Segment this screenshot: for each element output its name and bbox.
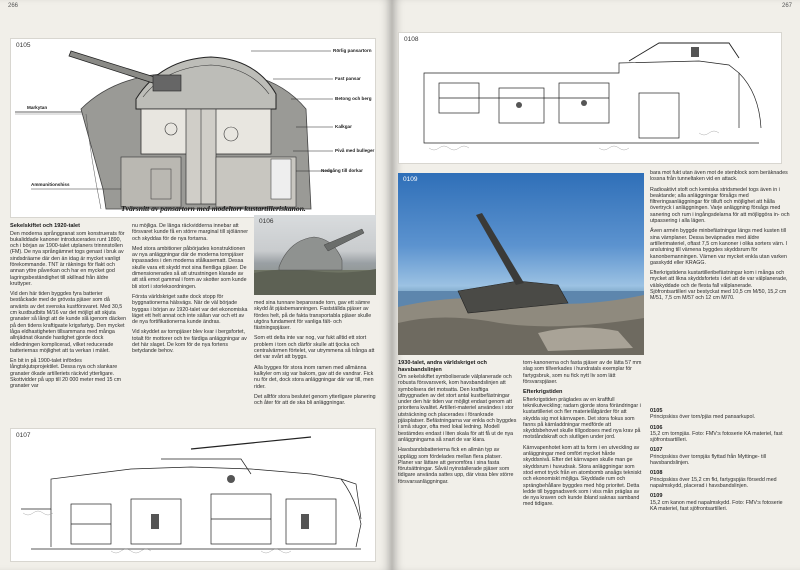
left-label: Markytan: [27, 105, 48, 110]
caption-number: 0109: [650, 493, 663, 500]
caption-item: [650, 493, 790, 512]
callout-label: Kalkgar: [335, 124, 352, 129]
caption-text: 15,2 cm kanon med napalmskydd. Foto: FMV:s fotoserie KA materiel, fast sjöfrontsartilleri.: [650, 499, 783, 512]
section-heading: 1930-talet, andra världskriget och havsbandslinjen: [398, 360, 487, 373]
figure-number: 0105: [16, 42, 31, 49]
callout-label: Fast pansar: [335, 76, 361, 81]
figure-0108: [398, 32, 782, 164]
coastal-gun-photo-illustration: [398, 173, 644, 355]
callout-label: Nedgång till dorkar: [321, 168, 363, 173]
paragraph: bara mot fukt utan även mot de stenblock som beräknades lossna från tunneltaken vid en attack.: [650, 170, 788, 183]
caption-text: Principskiss över tornpjäs flyttad från Myttinge- till havsbandslinjen.: [650, 453, 766, 467]
caption-item: [650, 425, 790, 444]
paragraph: Med stora ambitioner påbörjades konstruktionen av nya anläggningar där de moderna tornpjäser inpassades i den moderna stålkasematt. Dessa skulle vara ett skydd mot sina fientliga pjäser. De dimensionerades så att utrustningen klarade av att stå emot gammal i form av skotter som kunde bli stort i storleksordningen.: [132, 245, 247, 290]
caption-text: Principskiss över torn/pjäs med pansarkupol.: [650, 414, 756, 421]
paragraph: Kärnvapenhotet kom att ta form i en utveckling av anläggningar med omfört mycket hårde skyddsnivå. Efter det kärnvapen skulle man ge skyddsrum i huvudsak. Stora anläggningar som stod emot tryck från en atombomb ansågs tekniskt och ekonomiskt möjliga. Skyddade rum och sprängbehållare byggdes med hög prioritet. Detta ledde till byggnadsverk som i viss mån präglas av de nya kraven och kunde ibland saknas samband med tidigare.: [523, 444, 642, 508]
figure-number: 0108: [404, 36, 419, 43]
paragraph: En bit in på 1900-talet infördes långtskjutsprojektilet. Dessa nya och slankare granater ökade artilleriets räckvid ytterligare. Skottvidder på upp till 20 000 meter med 15 cm granater var: [10, 358, 121, 390]
paragraph: Havsbandsbatterierna fick en allmän typ av upplägg som fördelades mellan flera platser. Planer var lättare att genomföra i sina fasta förutsättningar. Såväl nyinstallerade pjäser som tidigare använda sattes upp, där vissa blev större försvarsanläggningar.: [398, 447, 514, 485]
page-number: 267: [781, 3, 792, 9]
paragraph: Efterkrigstiden präglades av en kraftfull teknikutveckling; radarn gjorde stora förändringar i kustartilleriet och fler materielåtgärder för att skydda sig mot kärnvapen. Det stora fokus som fanns på kärnladdningar medförde att skyddsbehovet skulle tillgodoses med nya krav på motståndskraft och slutligen under jord.: [523, 396, 641, 441]
callout-label: Rörlig pansartorn: [333, 48, 372, 53]
text-column-1: [10, 223, 127, 421]
caption-item: [650, 447, 790, 466]
turret-photo-illustration: [254, 215, 376, 295]
paragraph: Alla bygges för stora inom ramen med allmänna kalkyler om sig var bakom, gav att de vandrar. Fick nu för det, dock stora anläggningar där var till, men rider.: [254, 364, 374, 390]
photo-0106: [254, 215, 376, 295]
paragraph: Även armén byggde minbefästningar längs med kusten till sina värnplaner. Dessa beväpnades med äldre artillerimateriel, oftast 7,5 cm kanoner i olika sorters värn. I anslutning till värnena byggdes skyddsrum för kanonbemanningen. Värnen var mycket enkla utan varken gasskydd eller KRAGG.: [650, 228, 788, 266]
paragraph: Vid den här tiden byggdes fyra batterier beståckade med de grövsta pjäser som då använts av det svenska kustförsvaret. Med 30,5 cm kustbudbits M/16 var det möjligt att skjuta granater så långt att de kunde slå igenom däcken på den tidens kraftigaste krigsfartyg. Den mycket låga eldhastigheten tillsammans med många allnjädnat ökande hastighet gjorde dock eldledningen komplicerad, vilket reducerade batteriernas möjlighet att ta verkan i mälet.: [10, 291, 127, 354]
fortification-plan-drawing: [11, 429, 376, 562]
caption-number: 0108: [650, 470, 663, 477]
text-column-2: [132, 223, 249, 421]
text-column-3: [650, 170, 790, 392]
paragraph: Den moderna språnggranat som konstruerats för bukaliddade kanoner introducerades runt 1890, och i början av 1900-talet utplaners trinnnstollen (FM). De nya språngämnet togs genast i bruk av sindsdräarne där den än idag är mycket vanligt förekommande. TNT är räknings för flakt och annan yttre påverkan och har en mycket god lagringsbeständighet till skillnad från äldre kruttyper.: [10, 230, 125, 287]
caption-text: Principskiss över 15,2 cm fkt, fartygspjäs försedd med napalmskydd, placerad i havsbandslinjen.: [650, 476, 777, 489]
text-column-3: [254, 300, 378, 421]
paragraph: nu möjliga. De långa räckvidderna innebar att försvaret kunde få en större marginal till sjölänner och skyddas för de nya fortarna.: [132, 223, 248, 242]
figure-caption: Tvärsnitt av pansartorn med modeltorr kustartilleriskanon.: [121, 204, 306, 213]
figure-0107: [10, 428, 376, 562]
paragraph: torn-kanonerna och fasta pjäser av de lätta 57 mm slag som tillverkades i hundratals exemplar för fartygsbruk, som nu fick nytt liv som lätt försvarspjäser.: [523, 360, 642, 385]
caption-text: 15,2 cm tornpjäs. Foto: FMV:s fotoserie KA materiel, fast sjöfrontsartilleri.: [650, 430, 783, 444]
paragraph: Vid skyddet av tornpjäser blev kvar i bergsfortet, totalt för mottorer och tre färdiga anläggningar av det här slaget. De kom för de nya fortens betydande behov.: [132, 329, 247, 355]
caption-number: 0107: [650, 447, 663, 454]
right-page: [392, 0, 800, 570]
paragraph: Det alltför stora beslutet genom ytterligare planering och åter för att de ska bli anläggningar.: [254, 393, 376, 407]
left-label: Ammunitionshiss: [31, 182, 70, 187]
figure-captions: [650, 408, 790, 566]
page-number: 266: [8, 3, 19, 9]
caption-number: 0105: [650, 408, 663, 414]
text-column-2: [523, 360, 644, 565]
photo-number: 0109: [403, 176, 418, 183]
callout-label: Betong och berg: [335, 96, 372, 101]
photo-number: 0106: [259, 218, 274, 225]
paragraph: Om sekelskiftet symboliserade välplanerade och robusta försvarsverk, kom havsbandslinjen att symbolisera det motsatta. Den kraftiga utbyggnaden av det stort antal kustbefästningar under den här tiden var möjligt endast genom att prioritera kvalitet. Artilleri-materiel användes i stor utsträckning och placerades i förankrade pjäsplatser. Befästningarna var enkla och byggdes i små stugor, ofta med lokal ledning. Modell bestämdes endast i liten skala för att få ut de nya anläggningarna så snart de var klara.: [398, 374, 517, 443]
figure-0105: [10, 38, 376, 218]
caption-item: [650, 470, 790, 489]
paragraph: Radioaktivt stoft och kemiska stridsmedel togs även in i beaktande; alla anläggningar försågs med filtreringsanläggningar för tilluft och möjlighet att hålla övertryck i anläggningen. Varje anläggning försågs med sanering och rum i ingångsdelarna för att möjliggöra in- och utpassering i alla lägen.: [650, 186, 790, 225]
text-column-1: [398, 360, 518, 565]
photo-0109: [398, 173, 644, 355]
paragraph: med sina tunnare bepansrade torn, gav ett sämre skydd åt pjäsbemanningen. Fastställda pjäser av fördes helt, på de fakta transportabla pjäser skulle utgöra fundament för vanliga fält- och fästningspjäser.: [254, 300, 372, 332]
turret-cross-section-drawing: [11, 39, 376, 218]
caption-item: [650, 408, 790, 421]
paragraph: Som ett delta inte var nog, var fukt alltid ett stort problem i torn och därför skulle att tjocka och centralvärmen förtelet, var utrymmena så trånga att det var svårt att byggs.: [254, 335, 375, 361]
paragraph: Efterkrigstidens kustartilleribefästningar kom i många och mycket att likna skyddsfortets i det att de var välplanerade, välskyddade och de flesta fall välplanerade. Sjöfrontsartilleri var bestyckat med 10,5 cm M/50, 15,2 cm M/51, 7,5 cm M/57 och 12 cm M/70.: [650, 270, 788, 302]
section-heading: Sekelskiftet och 1920-talet: [10, 223, 80, 229]
gun-emplacement-section-drawing: [399, 33, 782, 164]
left-page: [0, 0, 392, 570]
caption-number: 0106: [650, 424, 663, 431]
section-heading: Efterkrigstiden: [523, 389, 563, 396]
figure-number: 0107: [16, 432, 31, 439]
callout-label: Pivå med bulleger: [335, 148, 375, 153]
paragraph: Första världskriget satte dock stopp för byggnationerna hälsvägs. När de väl började byggas i början av 1920-talet var det ekonomiska läget ett helt annat och inte sällan var och ett av de nya fortifikationerna kunde ändras.: [132, 293, 248, 326]
